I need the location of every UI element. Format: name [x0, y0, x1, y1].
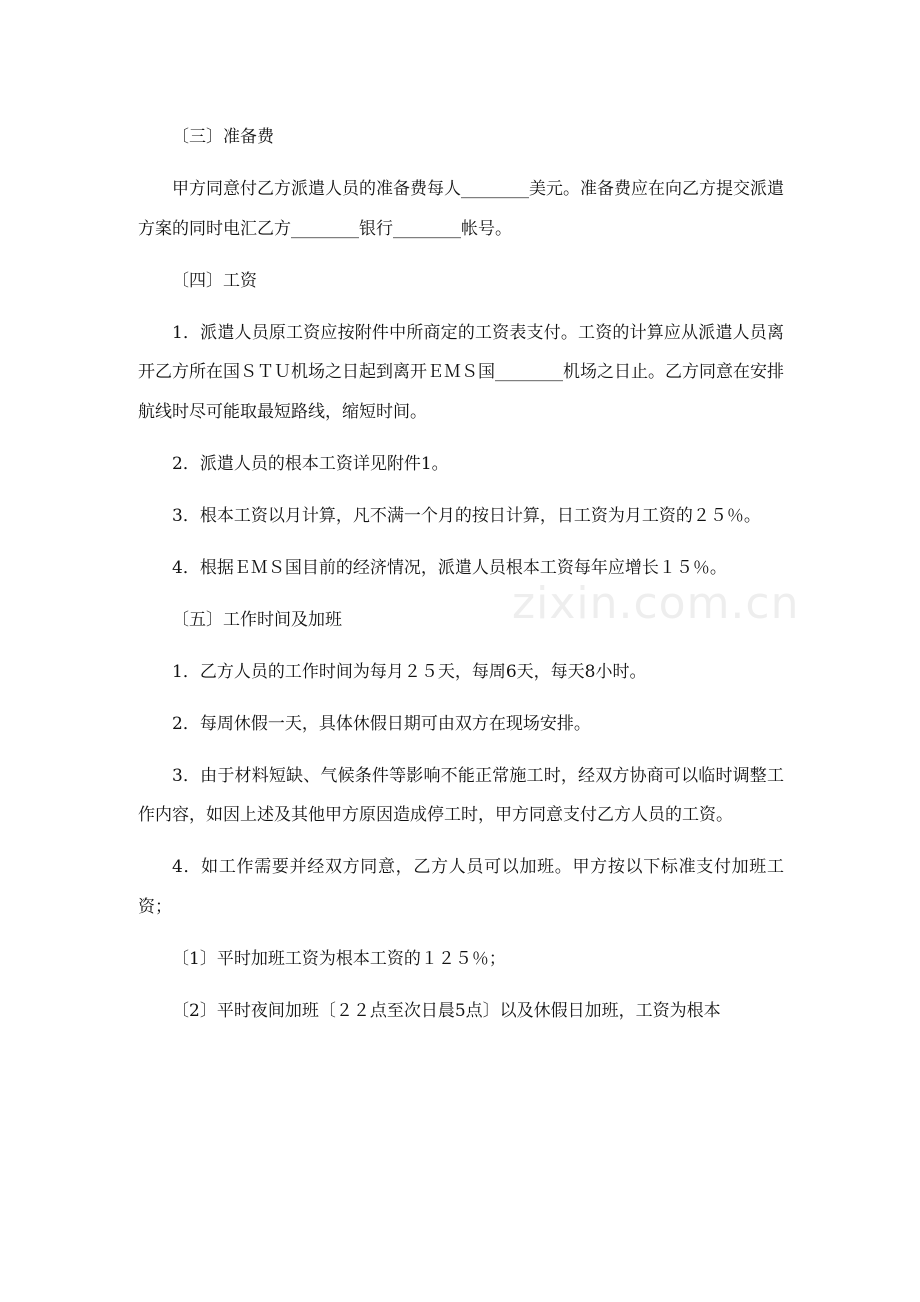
section-heading-wages: 〔四〕工资 — [172, 270, 257, 291]
paragraph-overtime-2: 〔2〕平时夜间加班〔２２点至次日晨5点〕以及休假日加班，工资为根本 — [172, 1000, 721, 1021]
paragraph-wages-1: 1．派遣人员原工资应按附件中所商定的工资表支付。工资的计算应从派遣人员离开乙方所在国ＳＴＵ机场之日起到离开ＥＭＳ国________机场之日止。乙方同意在安排航线时尽可能取最短路线，缩短时间。 — [138, 322, 784, 422]
paragraph-wages-3: 3．根本工资以月计算，凡不满一个月的按日计算，日工资为月工资的２５％。 — [172, 505, 761, 526]
paragraph-wages-2: 2．派遣人员的根本工资详见附件1。 — [172, 453, 449, 474]
paragraph-preparation-fee: 甲方同意付乙方派遣人员的准备费每人________美元。准备费应在向乙方提交派遣方案的同时电汇乙方________银行________帐号。 — [138, 179, 784, 239]
paragraph-hours-4: 4．如工作需要并经双方同意，乙方人员可以加班。甲方按以下标准支付加班工资； — [138, 857, 784, 917]
paragraph-hours-2: 2．每周休假一天，具体休假日期可由双方在现场安排。 — [172, 713, 591, 734]
paragraph-overtime-1: 〔1〕平时加班工资为根本工资的１２５％； — [172, 948, 506, 969]
watermark: zixin.com.cn — [512, 578, 800, 629]
paragraph-wages-4: 4．根据ＥＭＳ国目前的经济情况，派遣人员根本工资每年应增长１５％。 — [172, 557, 727, 578]
paragraph-hours-3: 3．由于材料短缺、气候条件等影响不能正常施工时，经双方协商可以临时调整工作内容，如因上述及其他甲方原因造成停工时，甲方同意支付乙方人员的工资。 — [138, 765, 784, 825]
document-body — [138, 118, 784, 1044]
section-heading-preparation-fee: 〔三〕准备费 — [172, 127, 274, 147]
section-heading-work-hours: 〔五〕工作时间及加班 — [172, 609, 342, 630]
paragraph-hours-1: 1．乙方人员的工作时间为每月２５天，每周6天，每天8小时。 — [172, 661, 647, 682]
